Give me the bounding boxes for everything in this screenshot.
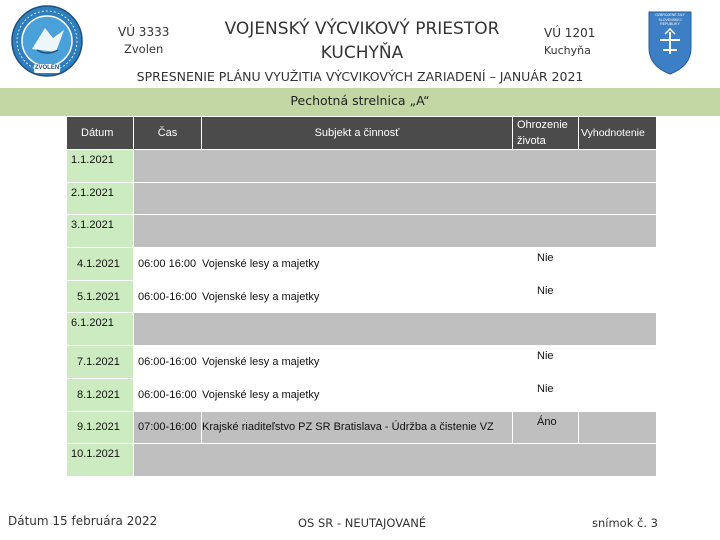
- cell-danger: Nie: [513, 346, 579, 379]
- footer-date: Dátum 15 februára 2022: [8, 514, 158, 528]
- cell-empty: [134, 150, 657, 183]
- table-row: [67, 182, 657, 215]
- unit-right-number: VÚ 1201: [544, 26, 596, 40]
- table-row: [67, 215, 657, 248]
- table-row: [67, 248, 657, 281]
- column-header-evaluation: Vyhodnotenie: [579, 117, 657, 150]
- cell-evaluation: [579, 280, 657, 313]
- column-header-subject: Subjekt a činnosť: [202, 117, 513, 150]
- unit-right-block: [544, 24, 595, 60]
- cell-subject: Vojenské lesy a majetky: [202, 378, 513, 411]
- table-row: [67, 313, 657, 346]
- cell-date: 4.1.2021: [67, 248, 134, 281]
- cell-evaluation: [579, 411, 657, 444]
- unit-left-location: Zvolen: [124, 42, 164, 56]
- table-row: [67, 444, 657, 477]
- cell-subject: Vojenské lesy a majetky: [202, 280, 513, 313]
- table-row: [67, 411, 657, 444]
- table-row: [67, 346, 657, 379]
- footer-slide-number: snímok č. 3: [592, 516, 658, 530]
- cell-evaluation: [579, 248, 657, 281]
- cell-empty: [134, 444, 657, 477]
- armed-forces-emblem: [647, 10, 693, 76]
- column-header-danger-line2: života: [517, 135, 546, 147]
- cell-date: 9.1.2021: [67, 411, 134, 444]
- column-header-danger: [513, 117, 579, 150]
- cell-danger: Nie: [513, 280, 579, 313]
- cell-evaluation: [579, 346, 657, 379]
- page-subtitle: SPRESNENIE PLÁNU VYUŽITIA VÝCVIKOVÝCH ZARIADENÍ – JANUÁR 2021: [136, 69, 584, 84]
- cell-empty: [134, 182, 657, 215]
- cell-date: 8.1.2021: [67, 378, 134, 411]
- range-name: Pechotná strelnica „A“: [290, 93, 430, 108]
- cell-danger: Nie: [513, 248, 579, 281]
- column-header-time: Čas: [134, 117, 202, 150]
- cell-danger: Nie: [513, 378, 579, 411]
- cell-time: 06:00-16:00: [134, 346, 202, 379]
- cell-date: 3.1.2021: [67, 215, 134, 248]
- cell-date: 10.1.2021: [67, 444, 134, 477]
- cell-evaluation: [579, 378, 657, 411]
- cell-date: 5.1.2021: [67, 280, 134, 313]
- footer-classification: OS SR - NEUTAJOVANÉ: [298, 516, 427, 530]
- unit-left-number: VÚ 3333: [118, 25, 170, 39]
- table-row: [67, 150, 657, 183]
- cell-date: 6.1.2021: [67, 313, 134, 346]
- page-title: [222, 17, 502, 65]
- cell-time: 06:00-16:00: [134, 280, 202, 313]
- cell-empty: [134, 215, 657, 248]
- cell-date: 7.1.2021: [67, 346, 134, 379]
- table-row: [67, 378, 657, 411]
- cell-time: 07:00-16:00: [134, 411, 202, 444]
- cell-danger: Áno: [513, 411, 579, 444]
- page-title-line1: VOJENSKÝ VÝCVIKOVÝ PRIESTOR: [224, 19, 500, 39]
- page-title-line2: KUCHYŇA: [320, 43, 404, 63]
- unit-right-location: Kuchyňa: [544, 44, 591, 57]
- column-header-danger-line1: Ohrozenie: [517, 119, 568, 131]
- cell-date: 2.1.2021: [67, 182, 134, 215]
- unit-emblem-left: [10, 4, 84, 78]
- unit-emblem-left-label: ZVOLEN: [34, 65, 60, 71]
- column-header-date: Dátum: [67, 117, 134, 150]
- cell-date: 1.1.2021: [67, 150, 134, 183]
- table-row: [67, 280, 657, 313]
- cell-subject: Krajské riaditeľstvo PZ SR Bratislava - Údržba a čistenie VZ: [202, 411, 513, 444]
- cell-time: 06:00 16:00: [134, 248, 202, 281]
- armed-forces-emblem-label: OZBROJENÉ SILY SLOVENSKEJ REPUBLIKY: [655, 13, 685, 26]
- unit-left-block: [118, 24, 169, 58]
- cell-empty: [134, 313, 657, 346]
- schedule-table: [66, 116, 657, 477]
- cell-subject: Vojenské lesy a majetky: [202, 346, 513, 379]
- table-header-row: [67, 117, 657, 150]
- cell-time: 06:00-16:00: [134, 378, 202, 411]
- cell-subject: Vojenské lesy a majetky: [202, 248, 513, 281]
